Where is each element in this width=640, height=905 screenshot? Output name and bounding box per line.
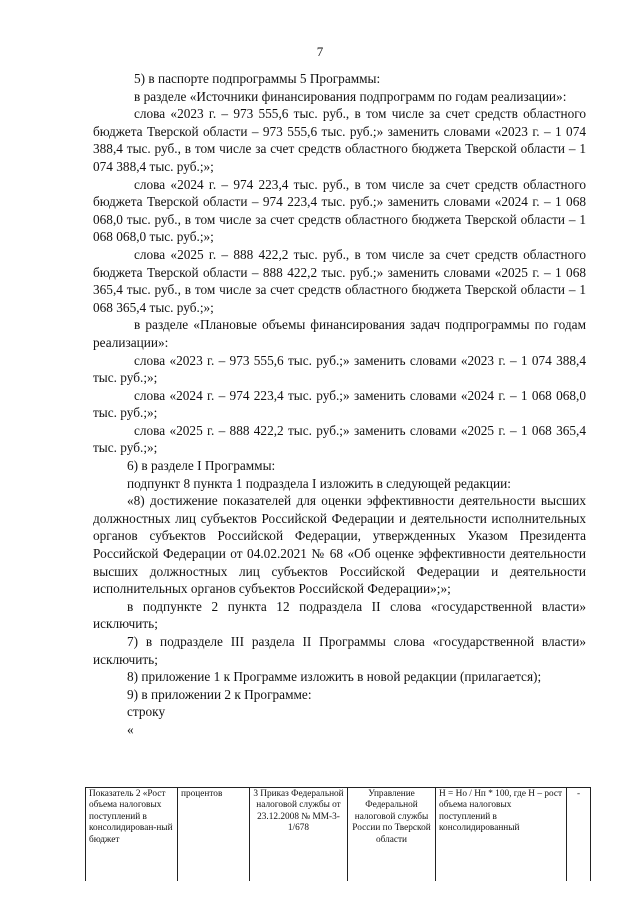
paragraph: слова «2025 г. – 888 422,2 тыс. руб., в том числе за счет средств областного бюджета Тверской области – 888 422,2 тыс. руб.;» заменить словами «2025 г. – 1 068 365,4 тыс. руб., в том числе за счет средств областного бюджета Тверской области – 1 068 365,4 тыс. руб.;»; [93, 246, 586, 315]
page-number: 7 [316, 44, 324, 59]
paragraph: 7) в подразделе III раздела II Программы слова «государственной власти» исключить; [93, 634, 586, 667]
paragraph: 6) в разделе I Программы: [127, 458, 276, 474]
paragraph: строку [127, 704, 166, 720]
paragraph: слова «2023 г. – 973 555,6 тыс. руб., в том числе за счет средств областного бюджета Тверской области – 973 555,6 тыс. руб.;» заменить словами «2023 г. – 1 074 388,4 тыс. руб., в том числе за счет средств областного бюджета Тверской области – 1 074 388,4 тыс. руб.;»; [93, 106, 586, 174]
paragraph: в подпункте 2 пункта 12 подраздела II слова «государственной власти» исключить; [93, 598, 586, 632]
paragraph: «8) достижение показателей для оценки эффективности деятельности высших должностных лиц субъектов Российской Федерации и деятельности исполнительных органов субъектов Российской Федерации, утвержденных Указом Президента Российской Федерации от 04.02.2021 № 68 «Об оценке эффективности деятельности высших должностных лиц субъектов Российской Федерации и деятельности исполнительных органов субъектов Российской Федерации»;»; [93, 493, 586, 597]
paragraph: в разделе «Плановые объемы финансирования задач подпрограммы по годам реализации»: [93, 317, 586, 350]
paragraph: в разделе «Источники финансирования подпрограмм по годам реализации»: [134, 88, 567, 104]
paragraph: слова «2024 г. – 974 223,4 тыс. руб.;» заменить словами «2024 г. – 1 068 068,0 тыс. руб.;»; [93, 387, 586, 421]
paragraph: слова «2024 г. – 974 223,4 тыс. руб., в том числе за счет средств областного бюджета Тверской области – 974 223,4 тыс. руб.;» заменить словами «2024 г. – 1 068 068,0 тыс. руб., в том числе за счет средств областного бюджета Тверской области – 1 068 068,0 тыс. руб.;»; [93, 176, 586, 245]
paragraph: слова «2023 г. – 973 555,6 тыс. руб.;» заменить словами «2023 г. – 1 074 388,4 тыс. руб.;»; [93, 352, 586, 386]
paragraph: 5) в паспорте подпрограммы 5 Программы: [134, 71, 381, 86]
table-cell-indicator: Показатель 2 «Рост объема налоговых поступлений в консолидирован-ный бюджет [86, 788, 178, 898]
paragraph: 9) в приложении 2 к Программе: [127, 686, 312, 702]
table-cell-last: - [567, 788, 591, 898]
quote-mark: « [127, 721, 134, 737]
document-body [93, 70, 586, 739]
paragraph: 8) приложение 1 к Программе изложить в новой редакции (прилагается); [127, 669, 542, 685]
table-cell-formula: Н = Нo / Нп * 100, где Н – рост объема налоговых поступлений в консолидированный [436, 788, 567, 898]
table-cell-authority: Управление Федеральной налоговой службы России по Тверской области [348, 788, 436, 898]
table-cell-source: 3 Приказ Федеральной налоговой службы от 23.12.2008 № ММ-3-1/678 [250, 788, 348, 898]
paragraph: подпункт 8 пункта 1 подраздела I изложить в следующей редакции: [127, 475, 511, 491]
table-cell-unit: процентов [178, 788, 250, 898]
page-cut-off [0, 881, 640, 905]
paragraph: слова «2025 г. – 888 422,2 тыс. руб.;» заменить словами «2025 г. – 1 068 365,4 тыс. руб.;»; [93, 422, 586, 456]
